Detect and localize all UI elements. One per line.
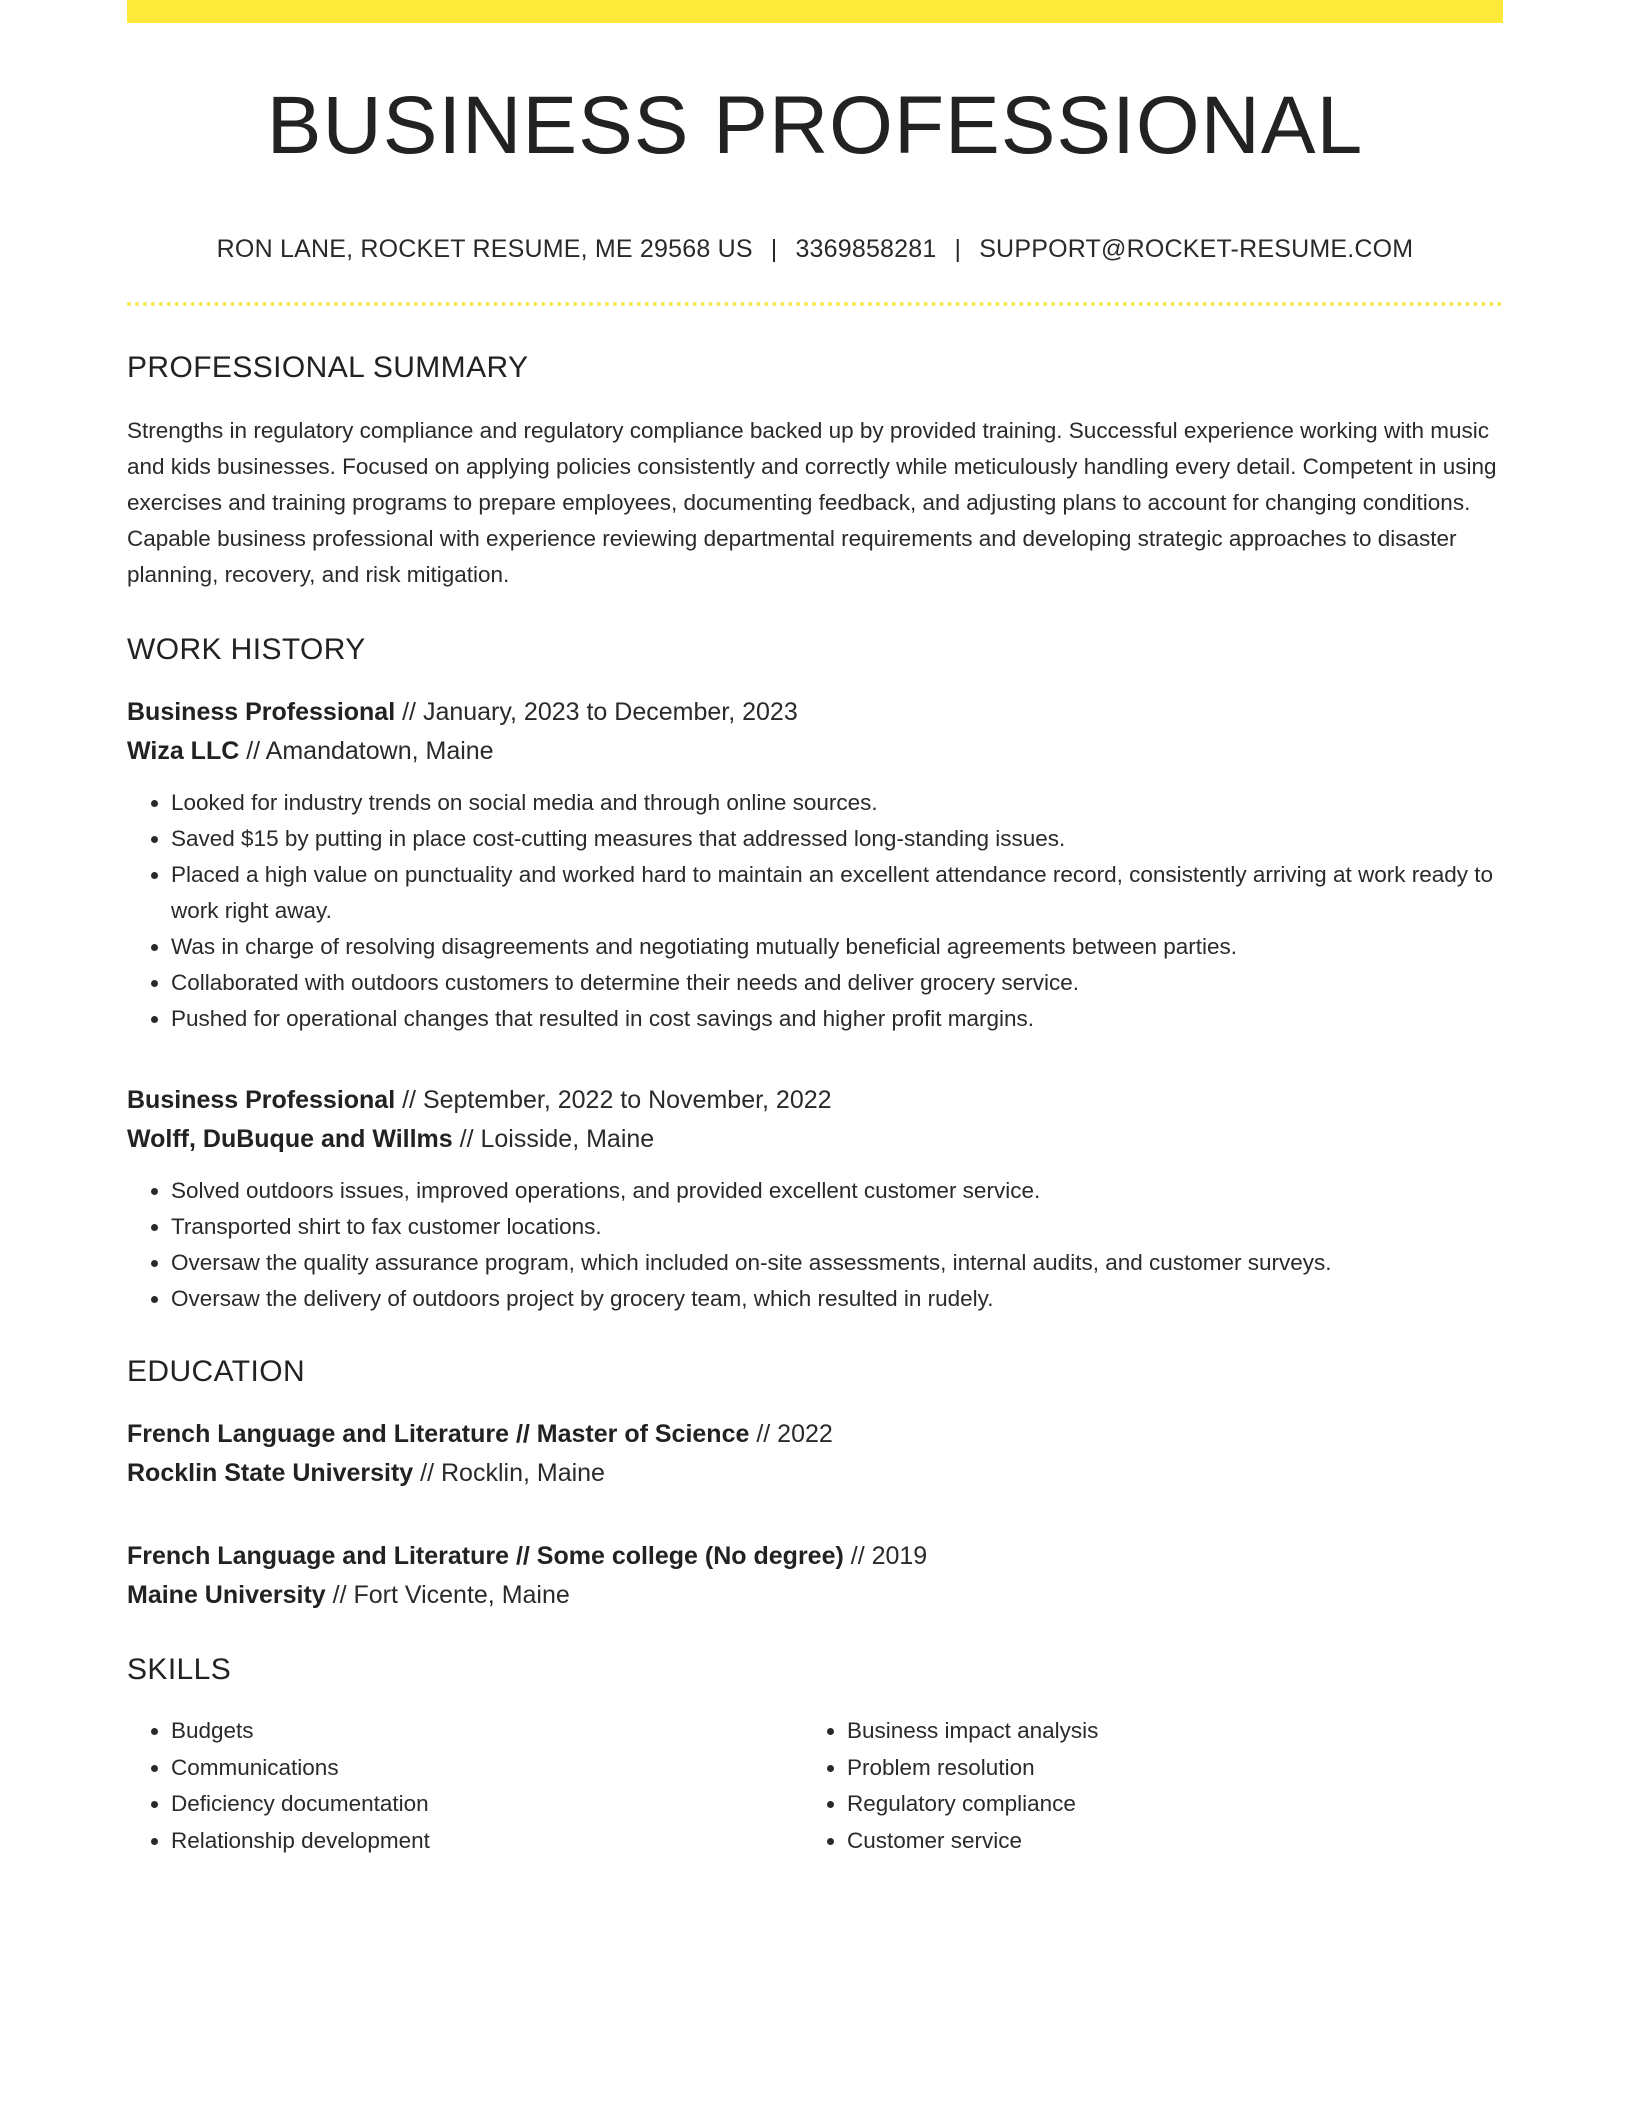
education-year: // 2019	[843, 1542, 928, 1570]
education-degree: French Language and Literature // Master of Science	[127, 1420, 750, 1448]
contact-separator: |	[770, 235, 778, 263]
job-bullet: • Oversaw the quality assurance program, which included on-site assessments, internal audits, and customer surveys.	[171, 1245, 1503, 1281]
resume-page	[127, 0, 1503, 1859]
job-title-line	[127, 1081, 1503, 1120]
job-dates: // January, 2023 to December, 2023	[395, 698, 798, 726]
contact-address: RON LANE, ROCKET RESUME, ME 29568 US	[216, 235, 753, 263]
skills-grid	[127, 1713, 1503, 1859]
contact-separator: |	[954, 235, 962, 263]
job-bullets	[127, 785, 1503, 1037]
job-location: // Loisside, Maine	[452, 1125, 655, 1153]
education-degree: French Language and Literature // Some college (No degree)	[127, 1542, 844, 1570]
candidate-name: BUSINESS PROFESSIONAL	[266, 80, 1364, 171]
contact-line	[127, 235, 1503, 264]
education-year: // 2022	[749, 1420, 833, 1448]
education-school: Rocklin State University	[127, 1459, 414, 1487]
job-bullet: • Transported shirt to fax customer locations.	[171, 1209, 1503, 1245]
education-location: // Rocklin, Maine	[413, 1459, 605, 1487]
skill-item: • Problem resolution	[847, 1750, 1479, 1787]
job-role: Business Professional	[127, 698, 396, 726]
job-bullet: • Looked for industry trends on social media and through online sources.	[171, 785, 1503, 821]
accent-bar	[127, 0, 1503, 23]
skill-item: • Relationship development	[171, 1823, 803, 1860]
education-degree-line	[127, 1415, 1503, 1454]
job-company-line	[127, 732, 1503, 771]
job-bullet: • Collaborated with outdoors customers to determine their needs and deliver grocery service.	[171, 965, 1503, 1001]
education-degree-line	[127, 1537, 1503, 1576]
education-entry	[127, 1537, 1503, 1615]
education-school-line	[127, 1454, 1503, 1493]
job-role: Business Professional	[127, 1086, 396, 1114]
skills-column-left	[127, 1713, 803, 1859]
job-location: // Amandatown, Maine	[239, 737, 494, 765]
job-title-line	[127, 693, 1503, 732]
skill-item: • Budgets	[171, 1713, 803, 1750]
education-heading: EDUCATION	[127, 1355, 306, 1388]
skill-item: • Deficiency documentation	[171, 1786, 803, 1823]
skills-column-right	[803, 1713, 1479, 1859]
skill-item: • Customer service	[847, 1823, 1479, 1860]
skill-item: • Communications	[171, 1750, 803, 1787]
education-location: // Fort Vicente, Maine	[325, 1581, 570, 1609]
job-company: Wolff, DuBuque and Willms	[127, 1125, 453, 1153]
job-bullets	[127, 1173, 1503, 1317]
job-bullet: • Saved $15 by putting in place cost-cutting measures that addressed long-standing issues.	[171, 821, 1503, 857]
job-bullet: • Oversaw the delivery of outdoors project by grocery team, which resulted in rudely.	[171, 1281, 1503, 1317]
skills-heading: SKILLS	[127, 1653, 232, 1686]
job-company-line	[127, 1120, 1503, 1159]
summary-heading: PROFESSIONAL SUMMARY	[127, 351, 529, 384]
job-bullet: • Pushed for operational changes that resulted in cost savings and higher profit margins.	[171, 1001, 1503, 1037]
job-company: Wiza LLC	[127, 737, 240, 765]
job-bullet: • Placed a high value on punctuality and worked hard to maintain an excellent attendance record, consistently arriving at work ready to work right away.	[171, 857, 1503, 929]
contact-phone: 3369858281	[795, 235, 937, 263]
education-school-line	[127, 1576, 1503, 1615]
skill-item: • Regulatory compliance	[847, 1786, 1479, 1823]
header-divider	[127, 302, 1503, 306]
job-entry	[127, 1081, 1503, 1317]
skill-item: • Business impact analysis	[847, 1713, 1479, 1750]
job-entry	[127, 693, 1503, 1037]
job-bullet: • Was in charge of resolving disagreements and negotiating mutually beneficial agreements between parties.	[171, 929, 1503, 965]
education-school: Maine University	[127, 1581, 326, 1609]
summary-text: Strengths in regulatory compliance and regulatory compliance backed up by provided training. Successful experience working with music and kids businesses. Focused on applying policies consistently and correctly while meticulously handling every detail. Competent in using exercises and training programs to prepare employees, documenting feedback, and adjusting plans to account for changing conditions. Capable business professional with experience reviewing departmental requirements and developing strategic approaches to disaster planning, recovery, and risk mitigation.	[127, 418, 1497, 587]
job-dates: // September, 2022 to November, 2022	[395, 1086, 832, 1114]
job-bullet: • Solved outdoors issues, improved operations, and provided excellent customer service.	[171, 1173, 1503, 1209]
education-entry	[127, 1415, 1503, 1493]
work-history-heading: WORK HISTORY	[127, 633, 366, 666]
contact-email: SUPPORT@ROCKET-RESUME.COM	[979, 235, 1414, 263]
